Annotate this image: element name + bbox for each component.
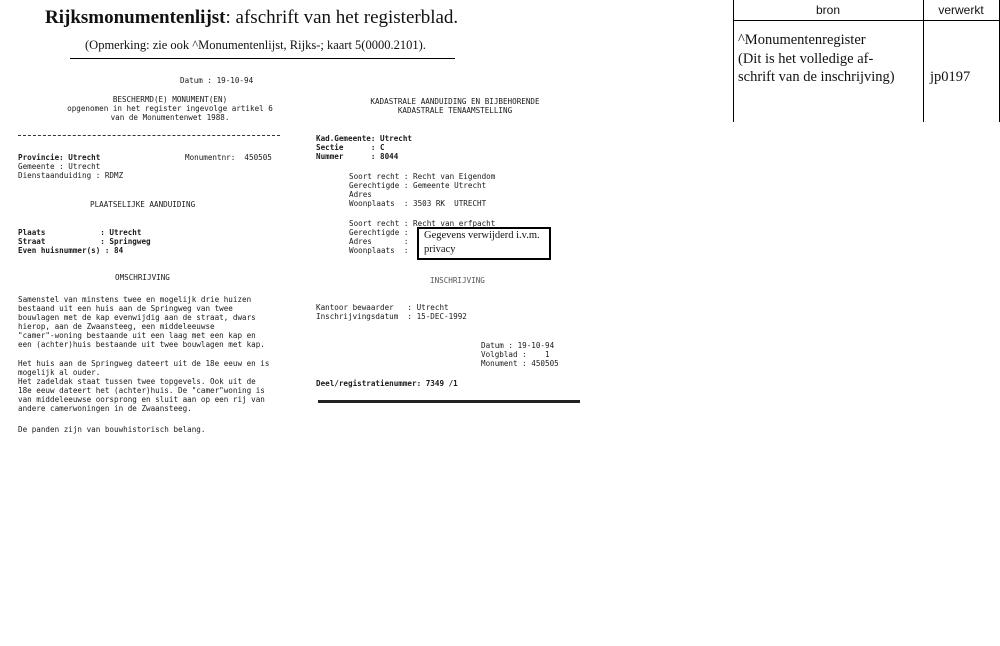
verwerkt-value: jp0197: [930, 69, 971, 85]
kantoor-block: Kantoor bewaarder : Utrecht Inschrijvingsdatum : 15-DEC-1992: [316, 303, 467, 321]
inschrijving-heading: INSCHRIJVING: [430, 276, 485, 285]
page-title-rest: : afschrift van het registerblad.: [225, 7, 459, 28]
omschrijving-p1: Samenstel van minstens twee en mogelijk drie huizen bestaand uit een huis aan de Springweg van twee bouwlagen met de kap evenwijdig aan de straat, dwars hierop, aan de Zwaansteeg, een middeleeuwse "camer"-woning bestaande uit een laag met een kap en een (achter)huis bestaande uit twee bouwlagen met kap.: [18, 295, 265, 349]
left-heading: BESCHERMD(E) MONUMENT(EN) opgenomen in het register ingevolge artikel 6 van de Monumentenwet 1988.: [67, 95, 273, 122]
kadastraal-block: Kad.Gemeente: Utrecht Sectie : C Nummer : 8044: [316, 134, 413, 161]
plaats-block: Plaats : Utrecht Straat : Springweg Even huisnummer(s) : 84: [18, 228, 151, 255]
monumentnr: Monumentnr: 450505: [185, 153, 272, 162]
right-heading: KADASTRALE AANDUIDING EN BIJBEHORENDE KADASTRALE TENAAMSTELLING: [370, 97, 540, 115]
page-title-bold: Rijksmonumentenlijst: [45, 7, 226, 28]
omschrijving-p3: De panden zijn van bouwhistorisch belang.: [18, 425, 206, 434]
gemeente-block: Gemeente : Utrecht Dienstaanduiding : RDMZ: [18, 162, 124, 180]
deel-nummer: Deel/registratienummer: 7349 /1: [316, 379, 458, 388]
source-table: [733, 0, 1000, 122]
closing-rule: [318, 400, 580, 403]
omschrijving-p2: Het huis aan de Springweg dateert uit de 18e eeuw en is mogelijk al ouder. Het zadeldak staat tussen twee topgevels. Ook uit de 18e eeuw dateert het (achter)huis. De "camer"woning is van middeleeuwse oorsprong en sluit aan op een rij van andere camerwoningen in de Zwaansteeg.: [18, 359, 270, 413]
erfpacht-block: Soort recht : Recht van erfpacht Gerechtigde : Adres : Woonplaats :: [349, 219, 496, 255]
page-remark: (Opmerking: zie ook ^Monumentenlijst, Rijks-; kaart 5(0000.2101).: [85, 38, 426, 52]
page-title: [45, 7, 458, 29]
header-bron: bron: [815, 3, 841, 17]
datum-block: Datum : 19-10-94 Volgblad : 1 Monument : 450505: [481, 341, 559, 368]
datum-top: Datum : 19-10-94: [180, 76, 254, 85]
eigendom-block: Soort recht : Recht van Eigendom Gerechtigde : Gemeente Utrecht Adres Woonplaats : 3503 RK UTRECHT: [349, 172, 496, 208]
divider: [18, 135, 280, 136]
title-underline: [70, 58, 455, 59]
privacy-note: Gegevens verwijderd i.v.m. privacy: [424, 230, 540, 255]
header-verwerkt: verwerkt: [938, 3, 984, 17]
plaatselijke-heading: PLAATSELIJKE AANDUIDING: [90, 200, 196, 209]
omschrijving-heading: OMSCHRIJVING: [115, 273, 170, 282]
provincie: Provincie: Utrecht: [18, 153, 101, 162]
bron-value: ^Monumentenregister (Dit is het volledige af- schrift van de inschrijving): [738, 32, 895, 85]
